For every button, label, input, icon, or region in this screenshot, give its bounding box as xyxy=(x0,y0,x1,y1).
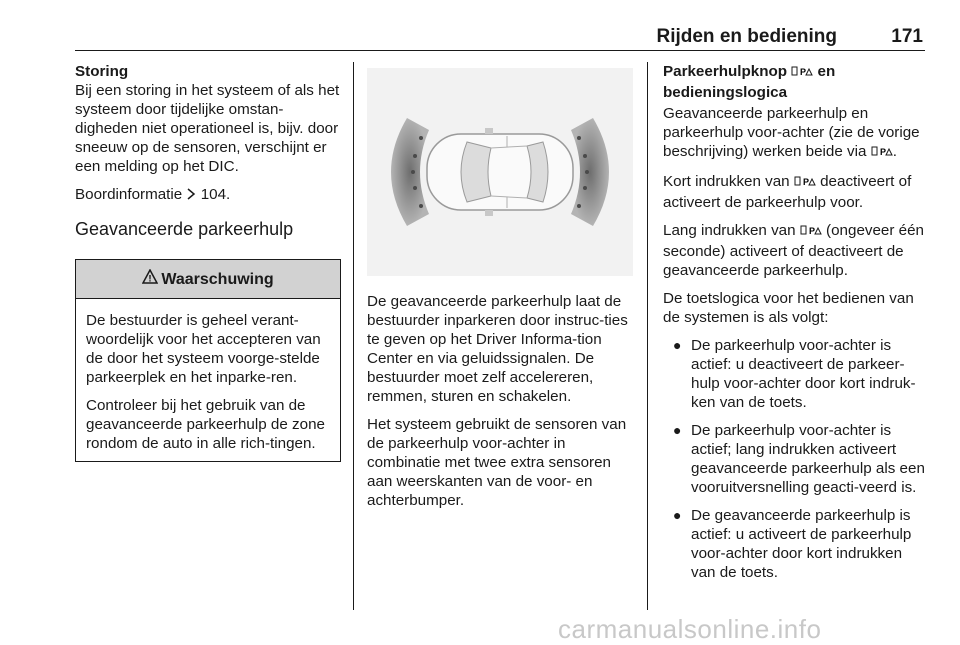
button-logic-title xyxy=(663,62,929,102)
warning-header xyxy=(76,260,340,299)
column-left xyxy=(75,62,341,462)
arrow-right-icon xyxy=(186,187,196,206)
footer-watermark: carmanualsonline.info xyxy=(558,614,822,644)
parking-assist-icon xyxy=(800,223,822,242)
storing-text: Bij een storing in het systeem of als het systeem door tijdelijke omstan-digheden niet operationeel is, bijv. door sneeuw op de sensoren, verschijnt er een melding op het DIC. xyxy=(75,82,340,175)
middle-text-2: Het systeem gebruikt de sensoren van de parkeerhulp voor-achter in combinatie met twee extra sensoren aan weerskanten van de voor- en achterbumper. xyxy=(367,416,627,509)
list-item xyxy=(663,336,929,412)
warning-triangle-icon xyxy=(142,269,158,289)
page-number: 171 xyxy=(891,26,923,47)
right-text-2 xyxy=(663,172,929,212)
svg-text:P: P xyxy=(800,67,807,77)
column-right xyxy=(663,62,929,591)
svg-text:P: P xyxy=(879,147,886,157)
right-text-3-start: Lang indrukken van xyxy=(663,222,796,239)
parking-assist-icon xyxy=(791,64,813,83)
right-text-4: De toetslogica voor het bedienen van de systemen is als volgt: xyxy=(663,290,914,326)
boordinfo-page: 104. xyxy=(200,186,231,203)
right-text-1-body: Geavanceerde parkeerhulp en parkeerhulp voor-achter (zie de vorige beschrijving) werken beide via xyxy=(663,105,920,160)
bullet-icon: ● xyxy=(673,507,682,523)
section-title: Geavanceerde parkeerhulp xyxy=(75,219,294,239)
storing-title: Storing xyxy=(75,63,129,80)
warning-text-1: De bestuurder is geheel verant-woordelijk voor het accepteren van de door het systeem voorge-stelde parkeerplek en het inparke-ren. xyxy=(86,312,321,386)
right-text-1-end: . xyxy=(892,143,897,160)
right-text-1 xyxy=(663,104,929,163)
warning-title: Waarschuwing xyxy=(161,270,274,288)
car-sensor-illustration xyxy=(367,68,633,276)
svg-text:P: P xyxy=(802,177,809,187)
svg-text:!: ! xyxy=(148,273,152,284)
parking-assist-icon xyxy=(871,144,893,163)
page-header xyxy=(75,24,925,51)
column-divider xyxy=(647,62,648,610)
title-part-2: en bedieningslogica xyxy=(663,63,836,101)
logic-list xyxy=(663,336,929,582)
warning-body xyxy=(76,299,340,461)
svg-text:P: P xyxy=(808,226,815,236)
warning-box xyxy=(75,259,341,462)
bullet-icon: ● xyxy=(673,422,682,438)
right-text-2-end: deactiveert of activeert de parkeerhulp voor. xyxy=(663,173,912,211)
title-part-1: Parkeerhulpknop xyxy=(663,63,788,80)
list-item-text: De parkeerhulp voor-achter is actief: u deactiveert de parkeer-hulp voor-achter door kort indruk-ken van de toets. xyxy=(691,337,916,411)
boordinfo-ref xyxy=(75,185,341,206)
right-text-3 xyxy=(663,221,929,280)
boordinfo-text: Boordinformatie xyxy=(75,186,183,203)
column-divider xyxy=(353,62,354,610)
parking-assist-icon xyxy=(794,174,816,193)
list-item-text: De geavanceerde parkeerhulp is actief: u activeert de parkeerhulp voor-achter door kort indrukken van de toets. xyxy=(691,507,912,581)
right-text-2-start: Kort indrukken van xyxy=(663,173,790,190)
column-middle xyxy=(367,292,635,519)
warning-text-2: Controleer bij het gebruik van de geavanceerde parkeerhulp de zone rondom de auto in alle rich-tingen. xyxy=(86,397,325,452)
header-title: Rijden en bediening xyxy=(656,26,837,47)
middle-text-1: De geavanceerde parkeerhulp laat de bestuurder inparkeren door instruc-ties te geven op het Driver Informa-tion Center en via geluidssignalen. De bestuurder moet zelf accelereren, remmen, sturen en schakelen. xyxy=(367,293,628,405)
list-item xyxy=(663,421,929,497)
list-item xyxy=(663,506,929,582)
bullet-icon: ● xyxy=(673,337,682,353)
list-item-text: De parkeerhulp voor-achter is actief; lang indrukken activeert geavanceerde parkeerhulp als een vooruitversnelling geacti-veerd is. xyxy=(691,422,925,496)
right-text-3-end: (ongeveer één seconde) activeert of deactiveert de geavanceerde parkeerhulp. xyxy=(663,222,924,279)
